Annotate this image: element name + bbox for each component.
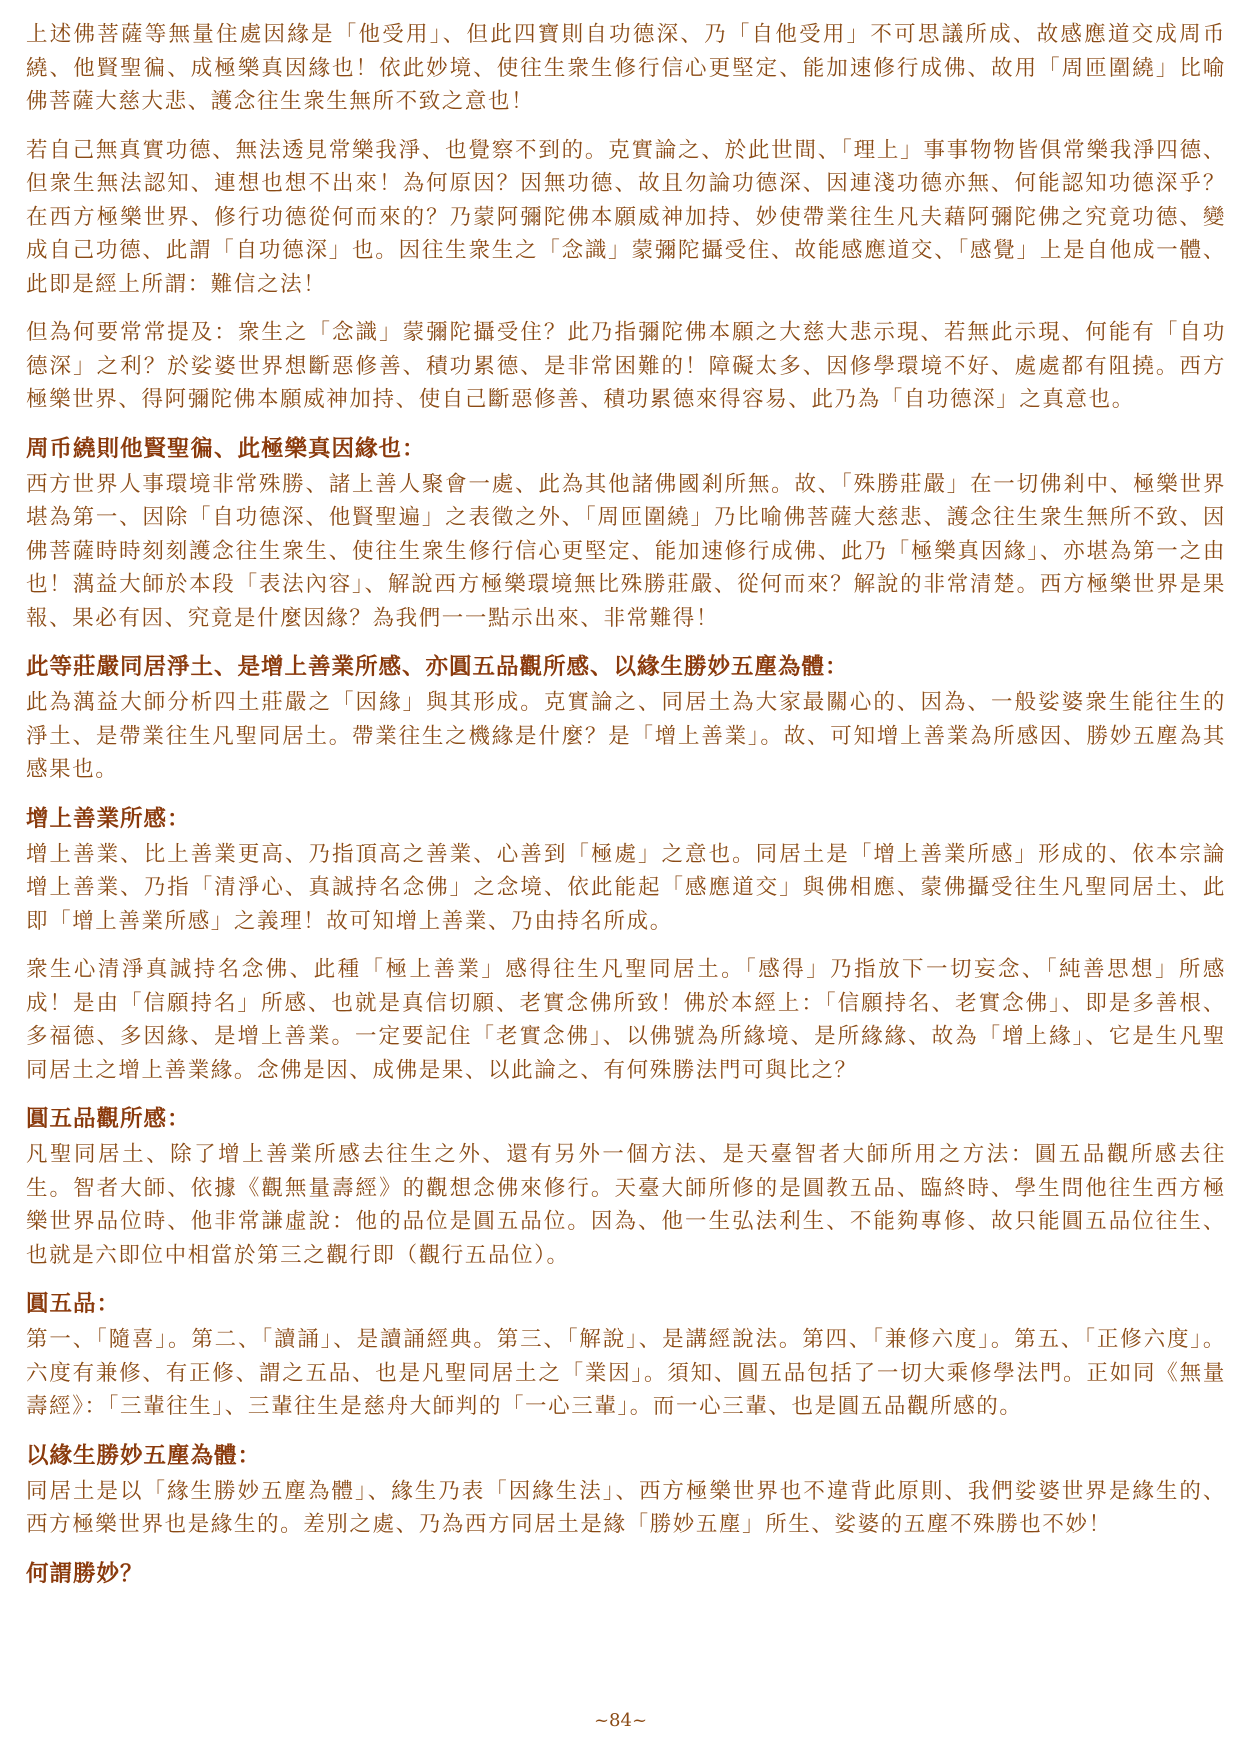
section-heading: 何謂勝妙？	[26, 1560, 144, 1587]
paragraph: 若自己無真實功德、無法透見常樂我淨、也覺察不到的。克實論之、於此世間、「理上」事事物物皆俱常樂我淨四德、但衆生無法認知、連想也想不出來！為何原因？因無功德、故且勿論功德深、因連淺功德亦無、何能認知功德深乎？在西方極樂世界、修行功德從何而來的？乃蒙阿彌陀佛本願威神加持、妙使帶業往生凡夫藉阿彌陀佛之究竟功德、變成自己功德、此謂「自功德深」也。因往生衆生之「念識」蒙彌陀攝受住、故能感應道交、「感覺」上是自他成一體、此即是經上所謂：難信之法！	[26, 137, 1226, 297]
paragraph: 增上善業、比上善業更高、乃指頂高之善業、心善到「極處」之意也。同居土是「增上善業所感」形成的、依本宗論增上善業、乃指「清淨心、真誠持名念佛」之念境、依此能起「感應道交」與佛相應、蒙佛攝受往生凡聖同居土、此即「增上善業所感」之義理！故可知增上善業、乃由持名所成。	[26, 841, 1226, 934]
paragraph: 凡聖同居土、除了增上善業所感去往生之外、還有另外一個方法、是天臺智者大師所用之方法：圓五品觀所感去往生。智者大師、依據《觀無量壽經》的觀想念佛來修行。天臺大師所修的是圓教五品、臨終時、學生問他往生西方極樂世界品位時、他非常謙虛說：他的品位是圓五品位。因為、他一生弘法利生、不能夠專修、故只能圓五品位往生、也就是六即位中相當於第三之觀行即（觀行五品位）。	[26, 1142, 1226, 1268]
section-heading: 周币繞則他賢聖徧、此極樂真因緣也：	[26, 435, 426, 462]
paragraph: 西方世界人事環境非常殊勝、諸上善人聚會一處、此為其他諸佛國剎所無。故、「殊勝莊嚴」在一切佛剎中、極樂世界堪為第一、因除「自功德深、他賢聖遍」之表徵之外、「周匝圍繞」乃比喻佛菩薩大慈悲、護念往生衆生無所不致、因佛菩薩時時刻刻護念往生衆生、使往生衆生修行信心更堅定、能加速修行成佛、此乃「極樂真因緣」、亦堪為第一之由也！蕅益大師於本段「表法內容」、解說西方極樂環境無比殊勝莊嚴、從何而來？解說的非常清楚。西方極樂世界是果報、果必有因、究竟是什麼因緣？為我們一一點示出來、非常難得！	[26, 471, 1226, 631]
section-heading: 以緣生勝妙五塵為體：	[26, 1442, 262, 1469]
document-body	[26, 18, 1226, 1593]
section-heading: 增上善業所感：	[26, 805, 191, 832]
paragraph: 但為何要常常提及：衆生之「念識」蒙彌陀攝受住？此乃指彌陀佛本願之大慈大悲示現、若無此示現、何能有「自功德深」之利？於娑婆世界想斷惡修善、積功累德、是非常困難的！障礙太多、因修學環境不好、處處都有阻撓。西方極樂世界、得阿彌陀佛本願威神加持、使自己斷惡修善、積功累德來得容易、此乃為「自功德深」之真意也。	[26, 320, 1226, 412]
page-number: ~84~	[593, 1710, 648, 1731]
paragraph: 上述佛菩薩等無量住處因緣是「他受用」、但此四寶則自功德深、乃「自他受用」不可思議所成、故感應道交成周币繞、他賢聖徧、成極樂真因緣也！依此妙境、使往生衆生修行信心更堅定、能加速修行成佛、故用「周匝圍繞」比喻佛菩薩大慈大悲、護念往生衆生無所不致之意也！	[26, 22, 1226, 114]
section-heading: 圓五品：	[26, 1291, 121, 1317]
section-heading: 此等莊嚴同居淨土、是增上善業所感、亦圓五品觀所感、以緣生勝妙五塵為體：	[26, 654, 849, 680]
paragraph: 此為蕅益大師分析四土莊嚴之「因緣」與其形成。克實論之、同居土為大家最關心的、因為、一般娑婆衆生能往生的淨土、是帶業往生凡聖同居土。帶業往生之機緣是什麼？是「增上善業」。故、可知增上善業為所感因、勝妙五塵為其感果也。	[26, 690, 1226, 782]
paragraph: 衆生心清淨真誠持名念佛、此種「極上善業」感得往生凡聖同居土。「感得」乃指放下一切妄念、「純善思想」所感成！是由「信願持名」所感、也就是真信切願、老實念佛所致！佛於本經上：「信願持名、老實念佛」、即是多善根、多福德、多因緣、是增上善業。一定要記住「老實念佛」、以佛號為所緣境、是所緣緣、故為「增上緣」、它是生凡聖同居土之增上善業緣。念佛是因、成佛是果、以此論之、有何殊勝法門可與比之？	[26, 957, 1226, 1083]
paragraph: 第一、「隨喜」。第二、「讀誦」、是讀誦經典。第三、「解說」、是講經說法。第四、「兼修六度」。第五、「正修六度」。六度有兼修、有正修、謂之五品、也是凡聖同居土之「業因」。須知、圓五品包括了一切大乘修學法門。正如同《無量壽經》：「三輩往生」、三輩往生是慈舟大師判的「一心三輩」。而一心三輩、也是圓五品觀所感的。	[26, 1327, 1226, 1419]
section-heading: 圓五品觀所感：	[26, 1106, 191, 1132]
paragraph: 同居土是以「緣生勝妙五塵為體」、緣生乃表「因緣生法」、西方極樂世界也不違背此原則、我們娑婆世界是緣生的、西方極樂世界也是緣生的。差別之處、乃為西方同居土是緣「勝妙五塵」所生、娑婆的五塵不殊勝也不妙！	[26, 1478, 1226, 1537]
